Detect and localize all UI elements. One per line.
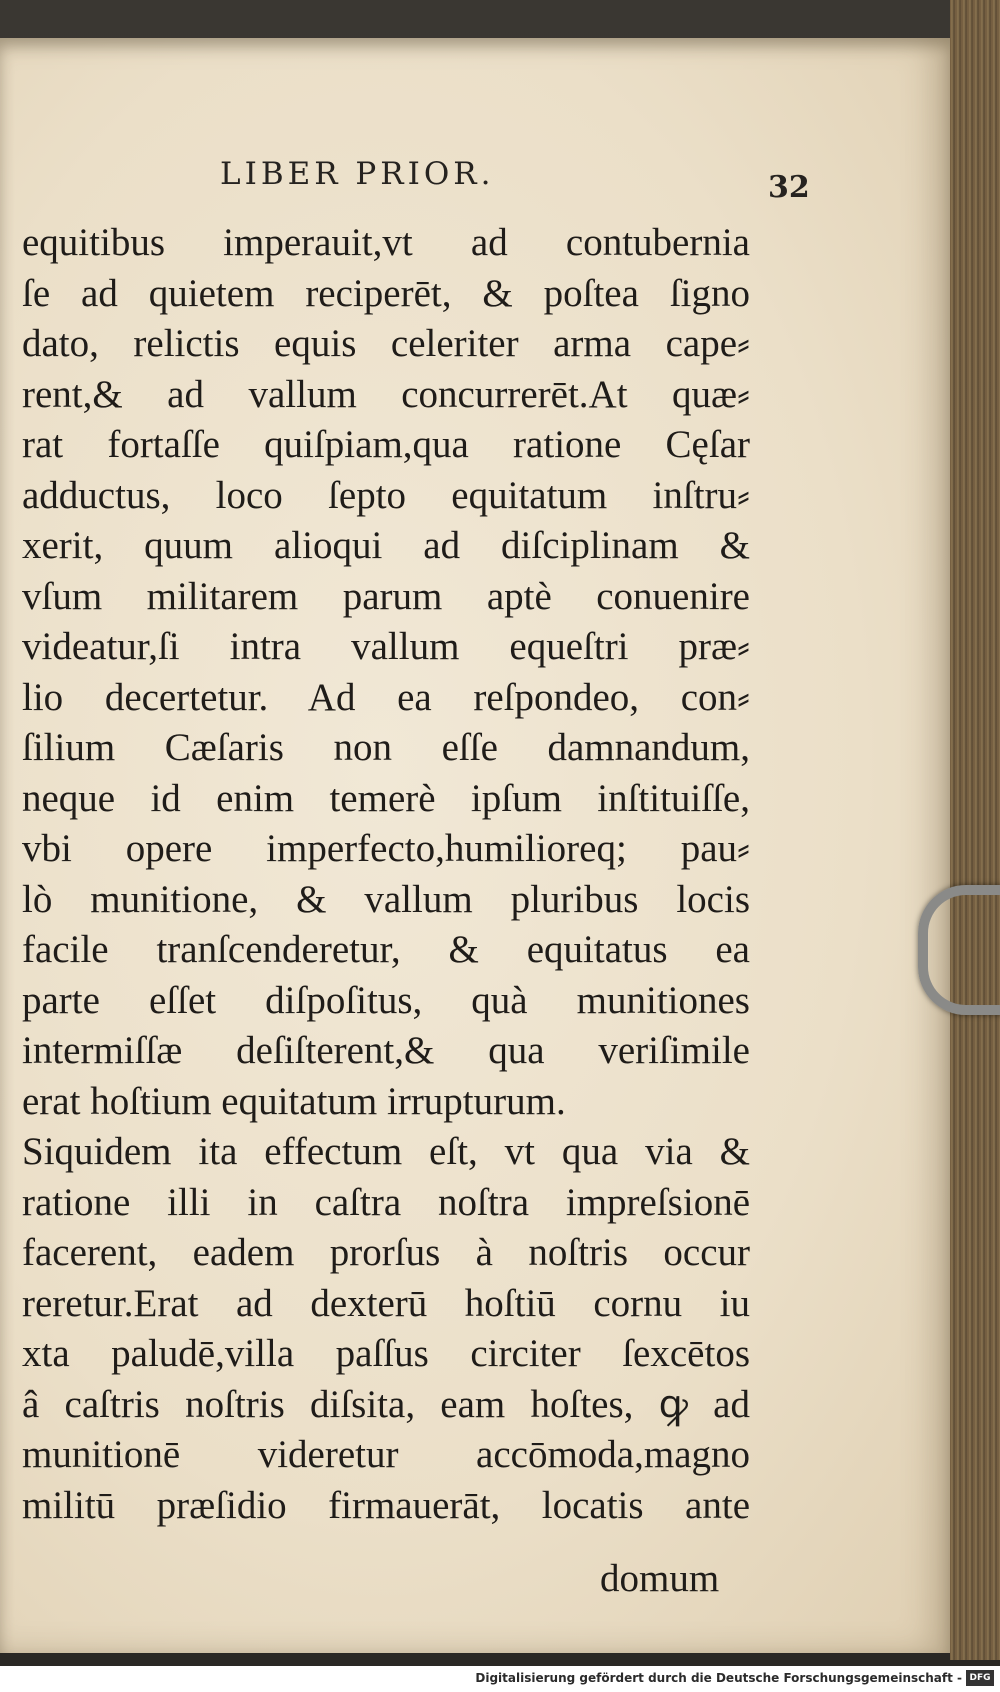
dfg-logo: DFG	[966, 1670, 994, 1686]
text-line: erat hoſtium equitatum irrupturum.	[22, 1079, 566, 1123]
digitization-footer	[0, 1666, 1000, 1692]
folio-number: 32	[768, 170, 810, 205]
text-line: intermiſſæ deſiſterent,& qua veriſimile	[22, 1029, 750, 1072]
funding-credit: Digitalisierung gefördert durch die Deutsche Forschungsgemeinschaft -	[475, 1671, 962, 1685]
text-line: ſe ad quietem reciperēt, & poſtea ſigno	[22, 271, 750, 315]
text-line: facile tranſcenderetur, & equitatus ea	[22, 928, 750, 971]
text-line: adductus, loco ſepto equitatum inſtru⸗	[22, 473, 750, 517]
text-line: facerent, eadem prorſus à noſtris occur	[22, 1231, 750, 1274]
text-line: lio decertetur. Ad ea reſpondeo, con⸗	[22, 675, 750, 719]
catchword: domum	[600, 1557, 720, 1600]
text-line: dato, relictis equis celeriter arma cape⸗	[22, 322, 750, 365]
text-line: lò munitione, & vallum pluribus locis	[22, 877, 750, 921]
text-line: equitibus imperauit,vt ad contubernia	[22, 221, 750, 264]
text-line: xta paludē,villa paſſus circiter ſexcētos	[22, 1332, 750, 1375]
text-line: ſilium Cæſaris non eſſe damnandum,	[22, 726, 750, 769]
text-line: parte eſſet diſpoſitus, quà munitiones	[22, 978, 750, 1022]
text-line: neque id enim temerè ipſum inſtituiſſe,	[22, 776, 750, 820]
text-line: vbi opere imperfecto,humilioreq; pau⸗	[22, 827, 750, 870]
text-line: reretur.Erat ad dexterū hoſtiū cornu iu	[22, 1281, 750, 1325]
book-page	[0, 38, 950, 1653]
running-title: LIBER PRIOR.	[220, 156, 495, 192]
text-line: â caſtris noſtris diſsita, eam hoſtes, ꝙ ad	[22, 1382, 750, 1426]
text-line: munitionē videretur accōmoda,magno	[22, 1433, 750, 1476]
text-line: militū præſidio firmauerāt, locatis ante	[22, 1483, 750, 1527]
text-line: rat fortaſſe quiſpiam,qua ratione Cęſar	[22, 423, 750, 466]
text-line: rent,& ad vallum concurrerēt.At quæ⸗	[22, 372, 750, 416]
text-line: ratione illi in caſtra noſtra impreſsionē	[22, 1180, 750, 1224]
text-line: xerit, quum alioqui ad diſciplinam &	[22, 524, 750, 567]
body-text	[22, 218, 750, 1531]
page-header	[0, 156, 950, 206]
page-clip	[918, 885, 1000, 1015]
text-line: videatur,ſi intra vallum equeſtri præ⸗	[22, 625, 750, 668]
text-line: Siquidem ita effectum eſt, vt qua via &	[22, 1130, 750, 1173]
page-edges	[950, 0, 1000, 1660]
text-line: vſum militarem parum aptè conuenire	[22, 574, 750, 618]
